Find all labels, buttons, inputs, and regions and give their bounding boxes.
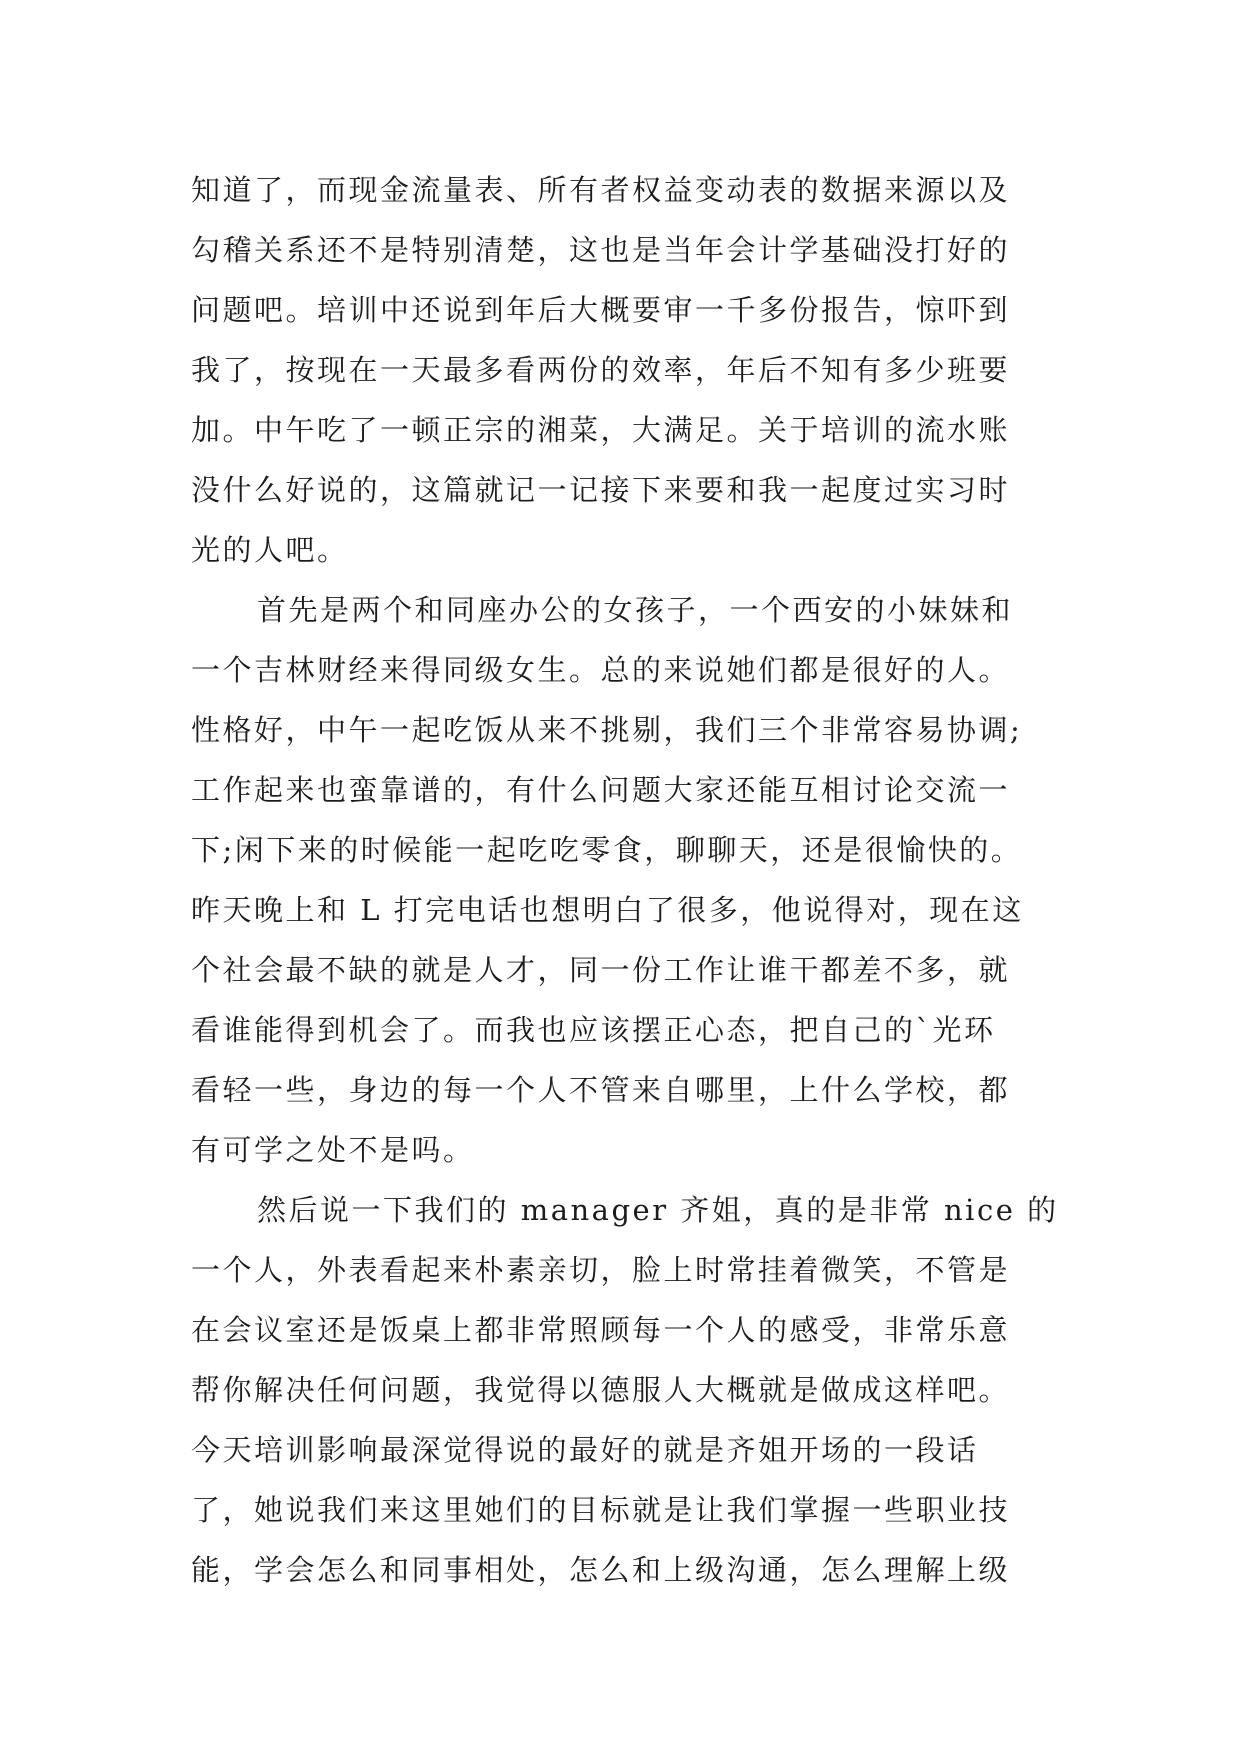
text-line: 一个人，外表看起来朴素亲切，脸上时常挂着微笑，不管是 [191,1253,1011,1287]
text-line: 勾稽关系还不是特别清楚，这也是当年会计学基础没打好的 [191,233,1011,267]
text-line: 知道了，而现金流量表、所有者权益变动表的数据来源以及 [191,173,1011,207]
text-line: 今天培训影响最深觉得说的最好的就是齐姐开场的一段话 [191,1433,979,1467]
text-line: 一个吉林财经来得同级女生。总的来说她们都是很好的人。 [191,653,1011,687]
text-line: 没什么好说的，这篇就记一记接下来要和我一起度过实习时 [191,473,1011,507]
text-line: 光的人吧。 [191,533,349,567]
text-line: 个社会最不缺的就是人才，同一份工作让谁干都差不多，就 [191,953,1011,987]
text-line: 工作起来也蛮靠谱的，有什么问题大家还能互相讨论交流一 [191,773,1011,807]
document-body [191,160,1071,1600]
text-line: 昨天晚上和 L 打完电话也想明白了很多，他说得对，现在这 [191,893,1024,927]
text-line: 下;闲下来的时候能一起吃吃零食，聊聊天，还是很愉快的。 [191,833,1023,867]
text-line: 看轻一些，身边的每一个人不管来自哪里，上什么学校，都 [191,1073,1011,1107]
text-line: 问题吧。培训中还说到年后大概要审一千多份报告，惊吓到 [191,293,1011,327]
text-line: 加。中午吃了一顿正宗的湘菜，大满足。关于培训的流水账 [191,413,1011,447]
text-line: 我了，按现在一天最多看两份的效率，年后不知有多少班要 [191,353,1011,387]
text-line: 帮你解决任何问题，我觉得以德服人大概就是做成这样吧。 [191,1373,1011,1407]
text-line: 在会议室还是饭桌上都非常照顾每一个人的感受，非常乐意 [191,1313,1011,1347]
text-line: 了，她说我们来这里她们的目标就是让我们掌握一些职业技 [191,1493,1011,1527]
text-line: 能，学会怎么和同事相处，怎么和上级沟通，怎么理解上级 [191,1553,1011,1587]
text-line: 性格好，中午一起吃饭从来不挑剔，我们三个非常容易协调; [191,713,1023,747]
paragraph-start-line: 然后说一下我们的 manager 齐姐，真的是非常 nice 的 [257,1193,1059,1227]
text-line: 看谁能得到机会了。而我也应该摆正心态，把自己的`光环 [191,1013,996,1047]
paragraph-start-line: 首先是两个和同座办公的女孩子，一个西安的小妹妹和 [257,593,1014,627]
text-line: 有可学之处不是吗。 [191,1133,475,1167]
